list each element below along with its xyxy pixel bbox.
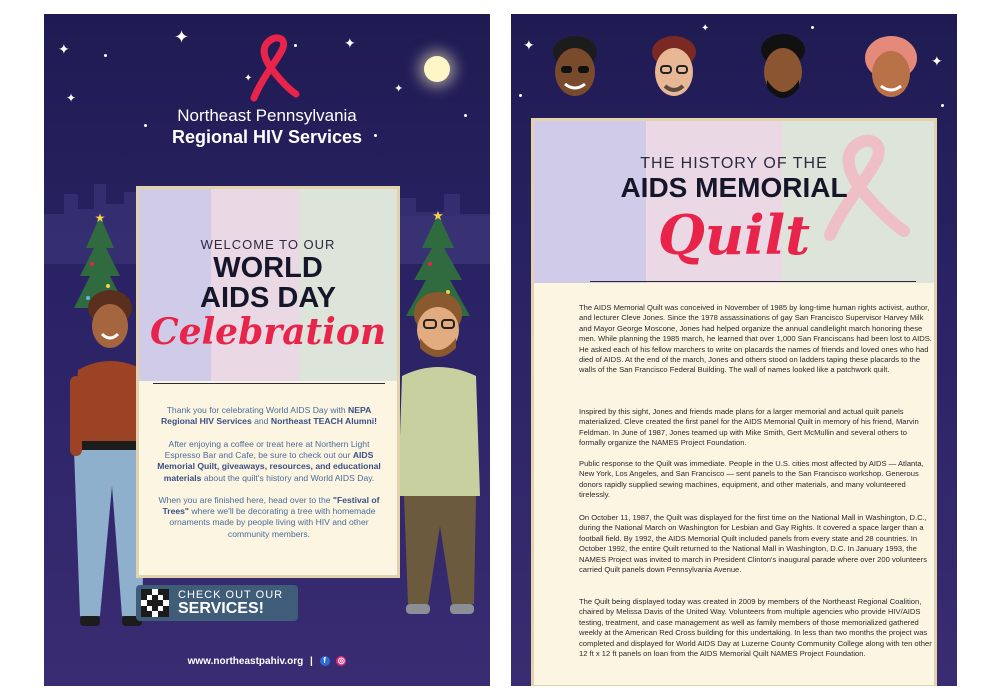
quilt-title: AIDS MEMORIAL (620, 172, 848, 203)
star-icon: ✦ (394, 83, 404, 95)
activities-paragraph: After enjoying a coffee or treat here at Northern Light Espresso Bar and Cafe, be sure to check out our AIDS Memorial Quilt, giveaways, resources, and educational materials about the quilt's history and World AIDS Day. (157, 439, 381, 483)
services-line2: SERVICES! (178, 600, 264, 617)
check-out-services-button[interactable] (136, 585, 298, 621)
star-icon: ✦ (701, 23, 710, 34)
intro-paragraph: Thank you for celebrating World AIDS Day with NEPA Regional HIV Services and Northeast TEACH Alumni! (160, 405, 378, 427)
star-icon: ✦ (244, 73, 253, 84)
sign-divider (590, 281, 916, 282)
history-paragraph-5: The Quilt being displayed today was created in 2009 by members of the Northeast Regional Coalition, chaired by Melissa Davis of the United Way. Volunteers from multiple agencies who provide HIV/AIDS testing, treatment, and case management as well as family members of those memorialized gathered weekly at the American Red Cross building for this undertaking. In less than two months the project was completed and displayed for World AIDS Day at Luzerne County Community College along with ten other 12 ft x 12 ft panels on loan from the AIDS Memorial Quilt NAMES Project Foundation. (579, 597, 932, 659)
quilt-history-flyer (511, 14, 957, 686)
star-icon: ✦ (174, 27, 190, 47)
history-paragraph-1: The AIDS Memorial Quilt was conceived in November of 1985 by long-time human rights activist, author, and lecturer Cleve Jones. Since the 1978 assassinations of gay San Francisco Supervisor Harvey Milk and Mayor George Moscone, Jones had helped organize the annual candlelight march honoring these men. While planning the 1985 march, he learned that over 1,000 San Franciscans had been lost to AIDS. He asked each of his fellow marchers to write on placards the names of friends and loved ones who had died of AIDS. At the end of the march, Jones and others stood on ladders taping these placards to the walls of the San Francisco Federal Building. The wall of names looked like a patchwork quilt. (579, 303, 932, 375)
star-icon: ✦ (344, 35, 356, 51)
welcome-sign (136, 186, 400, 578)
history-paragraph-2: Inspired by this sight, Jones and friends made plans for a larger memorial and actual quilt panels materialized. Cleve created the first panel for the AIDS Memorial Quilt in memory of his friend, Marvin Feldman. In June of 1987, Jones teamed up with Mike Smith, Gert McMullin and several others to formally organize the NAMES Project Foundation. (579, 407, 919, 448)
history-heading: THE HISTORY OF THE (640, 155, 828, 172)
title-script: Celebration (149, 311, 387, 353)
quilt-script: Quilt (657, 203, 811, 267)
history-sign (531, 118, 937, 686)
history-paragraph-4: On October 11, 1987, the Quilt was displayed for the first time on the National Mall in Washington, D.C., during the National March on Washington for Lesbian and Gay Rights. It covered a space larger than a football field. By 1992, the AIDS Memorial Quilt included panels from every state and 28 countries. In October 1992, the entire Quilt returned to the National Mall in Washington, D.C. In January 1993, the NAMES Project was invited to march in President Clinton's inaugural parade where over 200 volunteers carried Quilt panels down Pennsylvania Avenue. (579, 513, 927, 575)
title-line2: AIDS DAY (200, 282, 336, 314)
org-name-line2: Regional HIV Services (171, 127, 363, 147)
star-icon: ✦ (58, 41, 70, 57)
website-link[interactable]: www.northeastpahiv.org (187, 656, 304, 667)
facebook-icon[interactable]: f (320, 656, 330, 666)
svg-text:★: ★ (94, 211, 106, 225)
red-ribbon-icon (232, 32, 302, 102)
qr-code-icon[interactable] (141, 589, 169, 617)
footer-separator: | (309, 656, 313, 667)
star-icon: ✦ (931, 53, 943, 69)
moon (424, 56, 450, 82)
welcome-heading: WELCOME TO OUR (200, 237, 336, 252)
instagram-icon[interactable]: ◎ (337, 656, 345, 666)
world-aids-day-flyer (44, 14, 490, 686)
festival-paragraph: When you are finished here, head over to the "Festival of Trees" where we'll be decorating a tree with homemade ornaments made by people living with HIV and other community members. (158, 495, 380, 539)
sign-divider (153, 383, 385, 384)
footer (44, 656, 490, 667)
services-line1: CHECK OUT OUR (178, 589, 284, 601)
svg-text:★: ★ (432, 208, 444, 223)
history-paragraph-3: Public response to the Quilt was immediate. People in the U.S. cities most affected by AIDS — Atlanta, New York, Los Angeles, and San Francisco — sent panels to the San Francisco workshop. Generous donors rapidly supplied sewing machines, equipment, and other materials, and many volunteered tirelessly. (579, 459, 924, 500)
star-icon: ✦ (523, 37, 535, 53)
man-illustration (388, 286, 488, 626)
org-name-line1: Northeast Pennsylvania (177, 106, 357, 125)
star-icon: ✦ (66, 91, 77, 105)
title-line1: WORLD (213, 252, 323, 284)
